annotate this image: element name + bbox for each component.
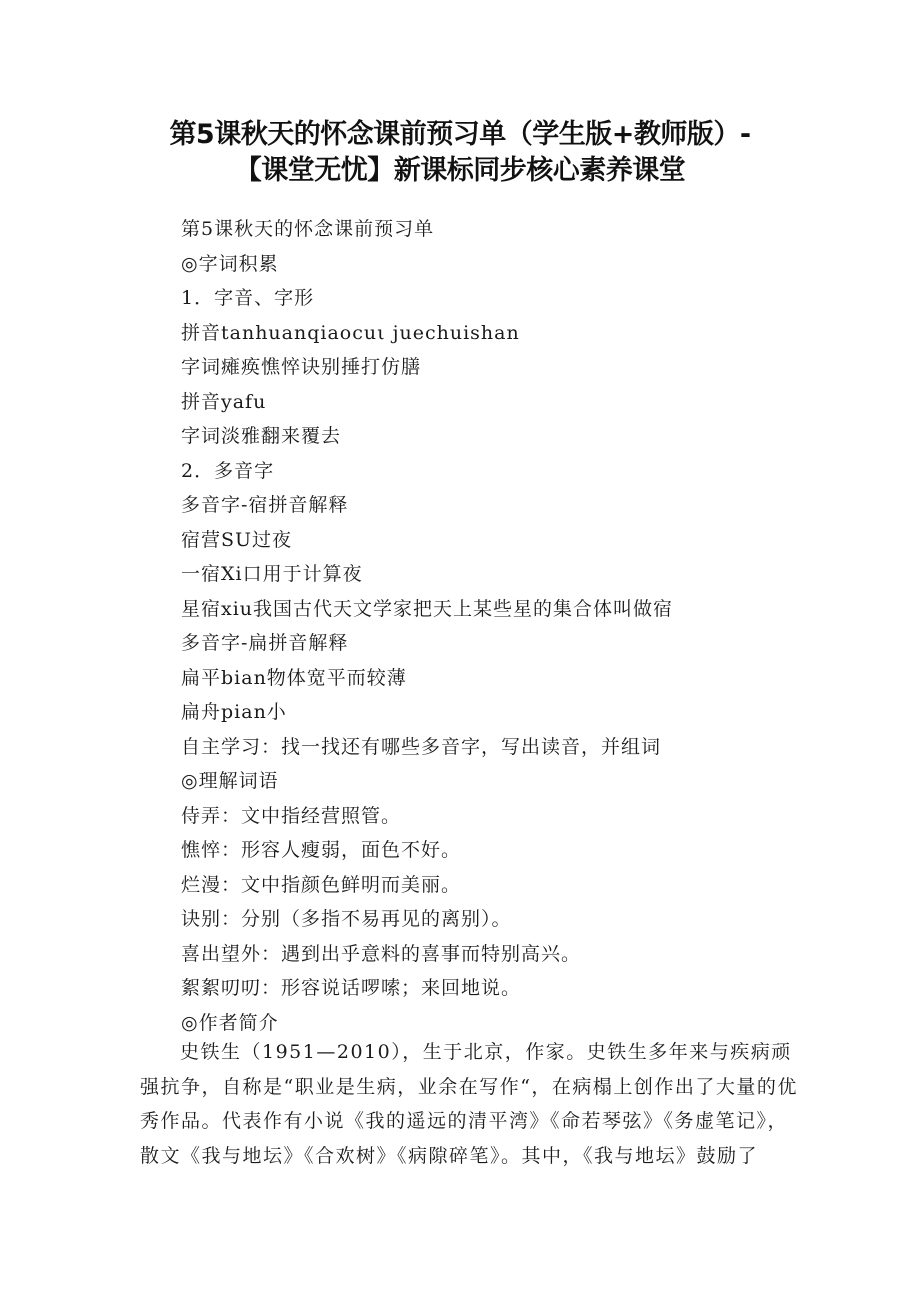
section-heading-word-meaning: ◎理解词语 [181, 770, 279, 792]
item-heading-polyphones: 2．多音字 [181, 460, 275, 482]
words-row-2: 字词淡雅翻来覆去 [181, 425, 342, 447]
definition-row: 喜出望外：遇到出乎意料的喜事而特别高兴。 [181, 943, 582, 965]
definition-row: 诀别：分别（多指不易再见的离别）。 [181, 908, 512, 930]
section-heading-vocabulary: ◎字词积累 [181, 253, 279, 275]
polyphone-header-su: 多音字-宿拼音解释 [181, 494, 349, 516]
polyphone-row: 一宿Xi口用于计算夜 [181, 563, 363, 585]
author-paragraph: 史铁生（1951—2010），生于北京，作家。史铁生多年来与疾病顽强抗争，自称是“职业是生病，业余在写作“，在病榻上创作出了大量的优秀作品。代表作有小说《我的遥远的清平湾》《命若琴弦》《务虚笔记》，散文《我与地坛》《合欢树》《病隙碎笔》。其中，《我与地坛》鼓励了 [140, 1041, 798, 1167]
definition-row: 憔悴：形容人瘦弱，面色不好。 [181, 839, 462, 861]
self-study-prompt: 自主学习：找一找还有哪些多音字，写出读音，并组词 [181, 736, 662, 758]
polyphone-header-bian: 多音字-扁拼音解释 [181, 632, 349, 654]
definition-row: 侍弄：文中指经营照管。 [181, 805, 402, 827]
polyphone-row: 宿营SU过夜 [181, 529, 293, 551]
definition-row: 烂漫：文中指颜色鲜明而美丽。 [181, 874, 462, 896]
polyphone-row: 扁舟pian小 [181, 701, 287, 723]
words-row-1: 字词瘫痪憔悴诀别捶打仿膳 [181, 356, 422, 378]
section-heading-author: ◎作者简介 [181, 1012, 279, 1034]
subtitle: 第5课秋天的怀念课前预习单 [181, 218, 435, 240]
document-title-line-2: 【课堂无忧】新课标同步核心素养课堂 [234, 155, 686, 186]
polyphone-row: 星宿xiu我国古代天文学家把天上某些星的集合体叫做宿 [181, 598, 674, 620]
pinyin-row-1: 拼音tanhuanqiaocuι juechuishan [181, 322, 520, 344]
definition-row: 絮絮叨叨：形容说话啰嗦；来回地说。 [181, 977, 522, 999]
polyphone-row: 扁平bian物体宽平而较薄 [181, 667, 407, 689]
item-heading-pronunciation: 1．字音、字形 [181, 287, 315, 309]
document-title-line-1: 第5课秋天的怀念课前预习单（学生版+教师版）- [169, 119, 751, 150]
pinyin-row-2: 拼音yafu [181, 391, 267, 413]
